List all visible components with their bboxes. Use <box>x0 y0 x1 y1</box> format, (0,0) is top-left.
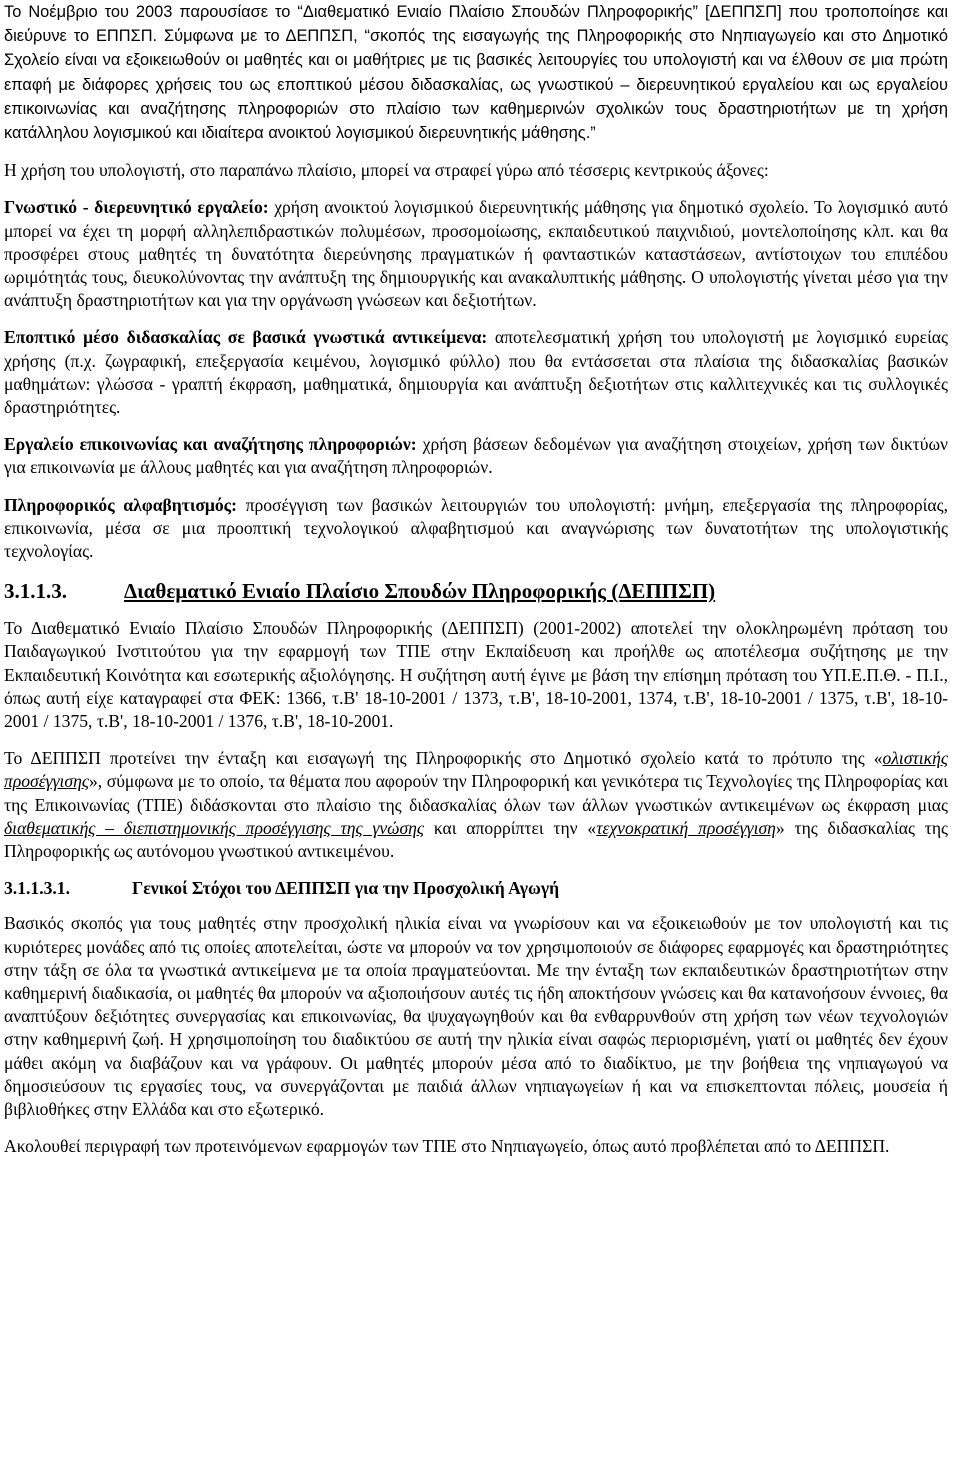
subsection-paragraph-1: Βασικός σκοπός για τους μαθητές στην προσχολική ηλικία είναι να γνωρίσουν και να εξοικειωθούν με τον υπολογιστή και τις κυριότερες μονάδες από τις οποίες αποτελείται, ώστε να μπορούν να τον χρησιμοποιούν σε διάφορες εφαρμογές και δραστηριότητες στην τάξη σε όλα τα γνωστικά αντικείμενα με τα οποία πραγματεύονται. Με την ένταξη των εκπαιδευτικών δραστηριοτήτων στην καθημερινή διαδικασία, οι μαθητές θα μπορούν να αξιοποιήσουν αυτές τις ήδη αποκτήσουν γνώσεις και θα κατανοήσουν έννοιες, θα αναπτύξουν δεξιότητες συνεργασίας και επικοινωνίας, θα ψυχαγωγηθούν και θα ενθαρρυνθούν στη χρήση των νέων τεχνολογιών στην καθημερινή ζωή. Η χρησιμοποίηση του διαδικτύου σε αυτή την ηλικία είναι σαφώς περιορισμένη, γιατί οι μαθητές δεν έχουν μάθει ακόμη να διαβάζουν και να γράφουν. Οι μαθητές μπορούν μέσα από το διαδίκτυο, με την βοήθεια της νηπιαγωγού να δημοσιεύσουν τις εργασίες τους, να συνεργάζονται με παιδιά άλλων νηπιαγωγείων ή και να επισκεπτονται πόλεις, μουσεία ή βιβλιοθήκες στην Ελλάδα και στο εξωτερικό. <box>4 913 948 1119</box>
section-text: Το ΔΕΠΠΣΠ προτείνει την ένταξη και εισαγωγή της Πληροφορικής στο Δημοτικό σχολείο κατά το πρότυπο της « <box>4 748 883 769</box>
intro-quote: Σύμφωνα με το ΔΕΠΠΣΠ, “σκοπός της εισαγωγής της Πληροφορικής στο Νηπιαγωγείο και στο Δημοτικό Σχολείο είναι να εξοικειωθούν οι μαθητές και οι μαθήτριες με τις βασικές λειτουργίες του υπολογιστή και να έλθουν σε μια πρώτη επαφή με διάφορες χρήσεις του ως εποπτικού μέσου διδασκαλίας, ως γνωστικού – διερευνητικού εργαλείου και ως εργαλείου επικοινωνίας και αναζήτησης πληροφοριών στο πλαίσιο των καθημερινών σχολικών τους δραστηριοτήτων με τη χρήση κατάλληλου λογισμικού και ιδιαίτερα ανοικτού λογισμικού διερευνητικής μάθησης.” <box>4 27 948 143</box>
axis-term: Πληροφορικός αλφαβητισμός: <box>4 494 237 515</box>
axes-intro-paragraph: Η χρήση του υπολογιστή, στο παραπάνω πλαίσιο, μπορεί να στραφεί γύρω από τέσσερις κεντρικούς άξονες: <box>4 160 769 181</box>
axis-paragraph-cognitive <box>4 196 948 312</box>
subsection-number: 3.1.1.3.1. <box>4 878 70 899</box>
subsection-title: Γενικοί Στόχοι του ΔΕΠΠΣΠ για την Προσχολική Αγωγή <box>132 878 560 899</box>
section-text: », σύμφωνα με το οποίο, τα θέματα που αφορούν την Πληροφορική και γενικότερα τις Τεχνολογίες της Πληροφορίας και της Επικοινωνίας (ΤΠΕ) διδάσκονται στο πλαίσιο της διδασκαλίας όλων των άλλων γνωστικών αντικειμένων ως έκφραση μιας <box>4 771 948 815</box>
axis-paragraph-literacy <box>4 494 948 564</box>
section-paragraph-2 <box>4 747 948 863</box>
holistic-approach-term: ολιστικής προσέγγισης <box>4 748 948 792</box>
intro-lead: Το Νοέμβριο του 2003 παρουσίασε το “Διαθεματικό Ενιαίο Πλαίσιο Σπουδών Πληροφορικής” [ΔΕΠΠΣΠ] που τροποποίησε και διεύρυνε το ΕΠΠΣΠ. <box>4 3 948 46</box>
subsection-heading <box>4 877 948 900</box>
section-number: 3.1.1.3. <box>4 579 67 604</box>
section-title: Διαθεματικό Ενιαίο Πλαίσιο Σπουδών Πληροφορικής (ΔΕΠΠΣΠ) <box>124 579 716 604</box>
axis-term: Εποπτικό μέσο διδασκαλίας σε βασικά γνωστικά αντικείμενα: <box>4 327 488 348</box>
section-text: και απορρίπτει την « <box>424 817 597 838</box>
subsection-paragraph-2: Ακολουθεί περιγραφή των προτεινόμενων εφαρμογών των ΤΠΕ στο Νηπιαγωγείο, όπως αυτό προβλέπεται από το ΔΕΠΠΣΠ. <box>4 1136 890 1157</box>
axis-term: Γνωστικό - διερευνητικό εργαλείο: <box>4 197 269 218</box>
technocratic-approach-term: τεχνοκρατική προσέγγιση <box>596 817 776 838</box>
intro-paragraph <box>4 0 948 145</box>
axis-text: χρήση βάσεων δεδομένων για αναζήτηση στοιχείων, χρήση των δικτύων για επικοινωνία με άλλους μαθητές και για αναζήτηση πληροφοριών. <box>4 434 949 478</box>
section-heading <box>4 577 948 605</box>
axis-text: χρήση ανοικτού λογισμικού διερευνητικής μάθησης για δημοτικό σχολείο. Το λογισμικό αυτό μπορεί να έχει τη μορφή αλληλεπιδραστικών πολυμέσων, προσομοίωσης, εκπαιδευτικού παιχνιδιού, μοντελοποίησης κλπ. και θα προσφέρει στους μαθητές τη δυνατότητα διερεύνησης πραγματικών ή φανταστικών καταστάσεων, αντίστοιχων του επιπέδου ωριμότητάς τους, διευκολύνοντας την ανάπτυξη της δημιουργικής και ανακαλυπτικής μάθησης. Ο υπολογιστής γίνεται μέσο για την ανάπτυξη δραστηριοτήτων και για την οργάνωση γνώσεων και δεξιοτήτων. <box>4 197 948 311</box>
section-text: » της διδασκαλίας της Πληροφορικής ως αυτόνομου γνωστικού αντικειμένου. <box>4 817 948 862</box>
section-paragraph-1: Το Διαθεματικό Ενιαίο Πλαίσιο Σπουδών Πληροφορικής (ΔΕΠΠΣΠ) (2001-2002) αποτελεί την ολοκληρωμένη πρόταση του Παιδαγωγικού Ινστιτούτου για την εφαρμογή των ΤΠΕ στην Εκπαίδευση και προήλθε ως αποτέλεσμα συζήτησης με την Εκπαιδευτική Κοινότητα και εσωτερικής αξιολόγησης. Η συζήτηση αυτή έγινε με βάση την επίσημη πρόταση του ΥΠ.Ε.Π.Θ. - Π.Ι., όπως αυτή είχε καταγραφεί στα ΦΕΚ: 1366, τ.Β' 18-10-2001 / 1373, τ.Β', 18-10-2001, 1374, τ.Β', 18-10-2001 / 1375, τ.Β', 18-10-2001 / 1375, τ.Β', 18-10-2001 / 1376, τ.Β', 18-10-2001. <box>4 618 948 732</box>
cross-thematic-term: διαθεματικής – διεπιστημονικής προσέγγισης της γνώσης <box>4 817 425 838</box>
axis-text: αποτελεσματική χρήση του υπολογιστή με λογισμικό ευρείας χρήσης (π.χ. ζωγραφική, επεξεργασία κειμένου, λογισμικό φύλλο) που θα εντάσσεται στα πλαίσια της διδασκαλίας βασικών μαθημάτων: γλώσσα - γραπτή έκφραση, μαθηματικά, δημιουργία και ανάπτυξη δεξιοτήτων στις καλλιτεχνικές και τις συλλογικές δραστηριότητες. <box>4 327 948 418</box>
axis-paragraph-teaching <box>4 326 948 419</box>
axis-term: Εργαλείο επικοινωνίας και αναζήτησης πληροφοριών: <box>4 434 417 455</box>
axis-paragraph-communication <box>4 433 948 479</box>
axis-text: προσέγγιση των βασικών λειτουργιών του υπολογιστή: μνήμη, επεξεργασία της πληροφορίας, επικοινωνία, μέσα σε μια προοπτική τεχνολογικού αλφαβητισμού και αναγνώρισης των δυνατοτήτων της υπολογιστικής τεχνολογίας. <box>4 494 949 562</box>
